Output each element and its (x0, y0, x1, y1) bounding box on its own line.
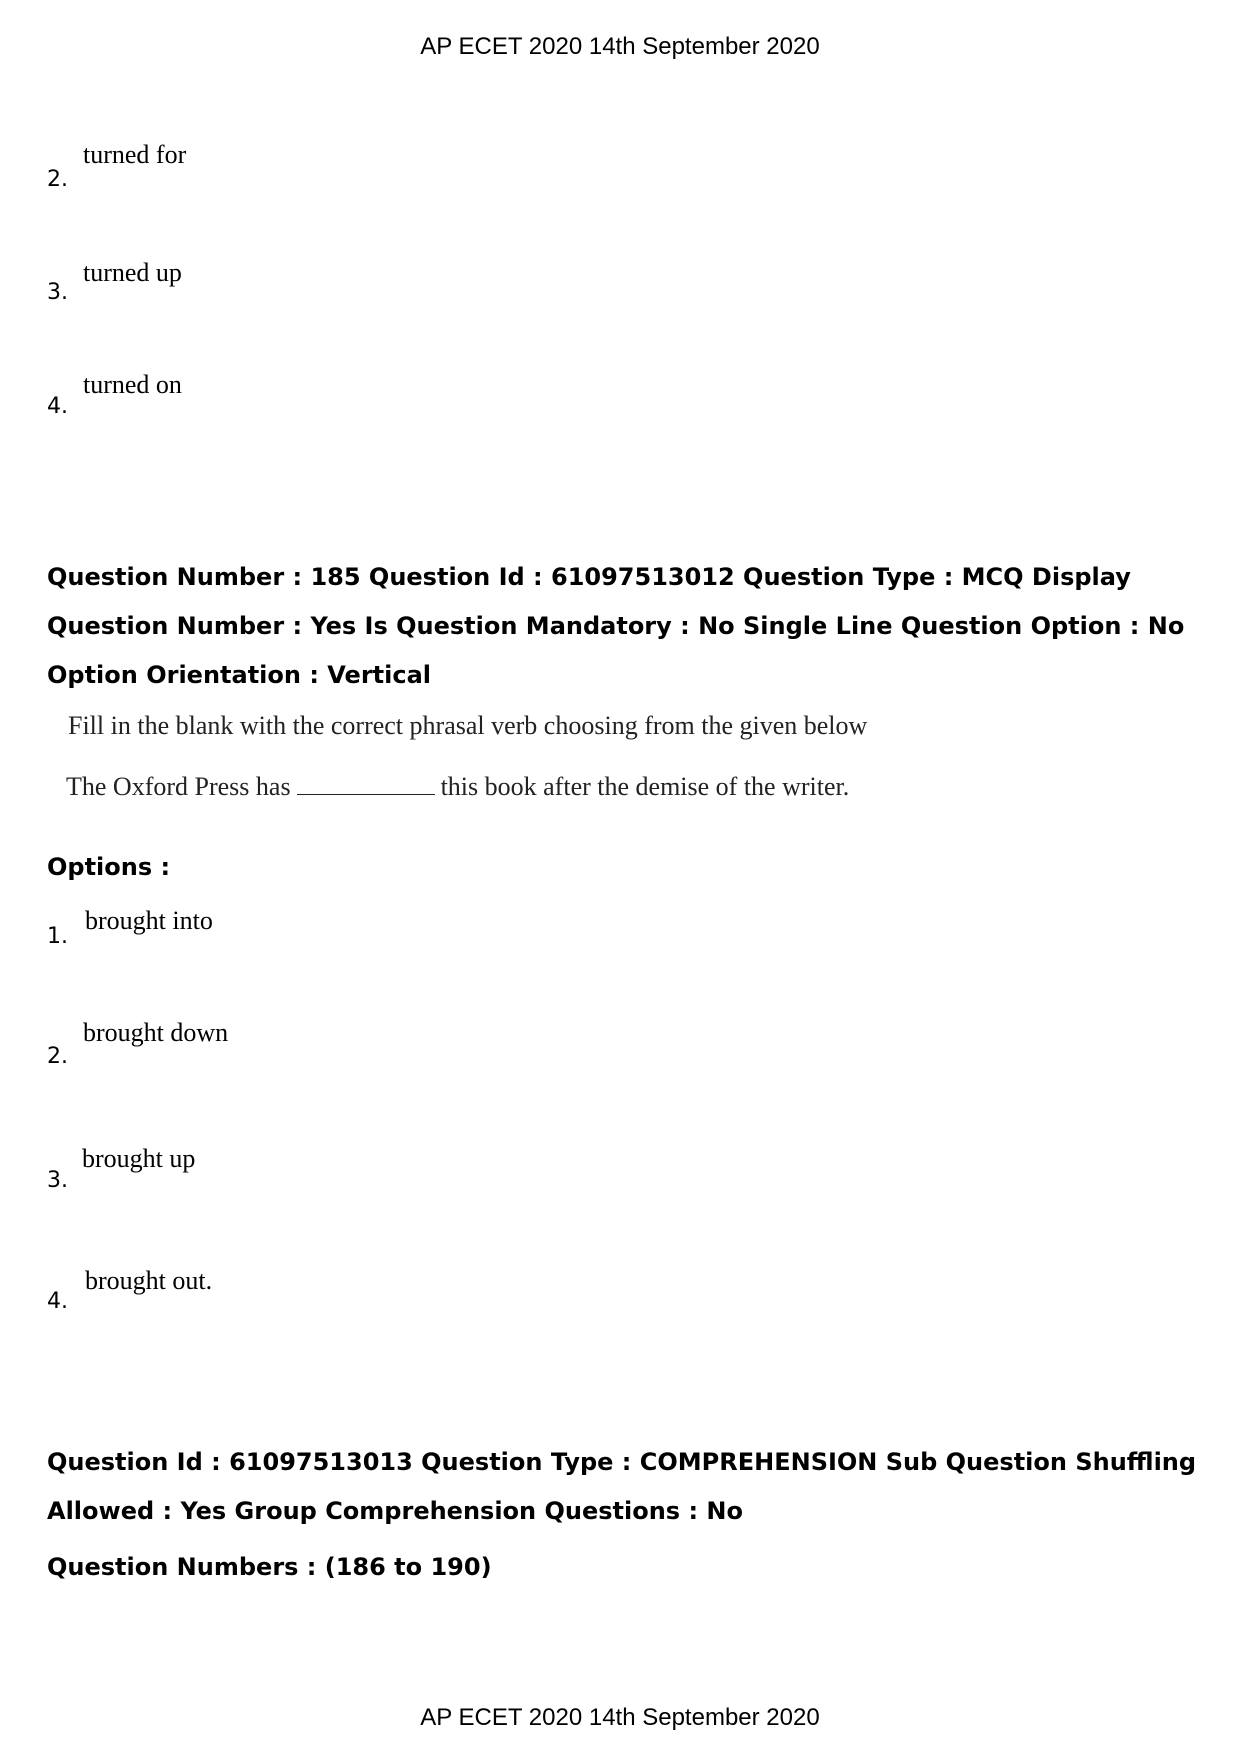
option-number: 4. (47, 1289, 68, 1314)
sentence-start: The Oxford Press has (66, 772, 291, 801)
option-number: 2. (47, 1044, 68, 1069)
options-label: Options : (47, 853, 171, 881)
page-footer: AP ECET 2020 14th September 2020 (420, 1704, 820, 1731)
sentence-end: this book after the demise of the writer. (440, 772, 850, 801)
question-sentence (66, 772, 849, 802)
option-text: brought into (85, 906, 213, 935)
question-meta: Question Number : 185 Question Id : 61097513012 Question Type : MCQ Display Question Number : Yes Is Question Mandatory : No Single Line Question Option : No Option Orientation : Vertical (47, 563, 1185, 689)
option-number: 2. (47, 167, 68, 192)
option-number: 3. (47, 280, 68, 305)
question-instruction: Fill in the blank with the correct phrasal verb choosing from the given below (68, 711, 868, 740)
option-text: turned up (83, 258, 182, 287)
option-number: 1. (47, 924, 68, 949)
option-number: 4. (47, 394, 68, 419)
option-text: turned for (83, 140, 187, 169)
comprehension-meta: Question Id : 61097513013 Question Type : COMPREHENSION Sub Question Shuffling Allowed : Yes Group Comprehension Questions : No (47, 1448, 1197, 1525)
page-header: AP ECET 2020 14th September 2020 (420, 33, 820, 60)
option-text: brought up (82, 1144, 196, 1173)
fill-blank (297, 774, 435, 795)
option-text: brought down (83, 1018, 229, 1047)
option-text: turned on (83, 370, 182, 399)
option-text: brought out. (85, 1266, 213, 1295)
comprehension-question-numbers: Question Numbers : (186 to 190) (47, 1553, 492, 1581)
option-number: 3. (47, 1168, 68, 1193)
